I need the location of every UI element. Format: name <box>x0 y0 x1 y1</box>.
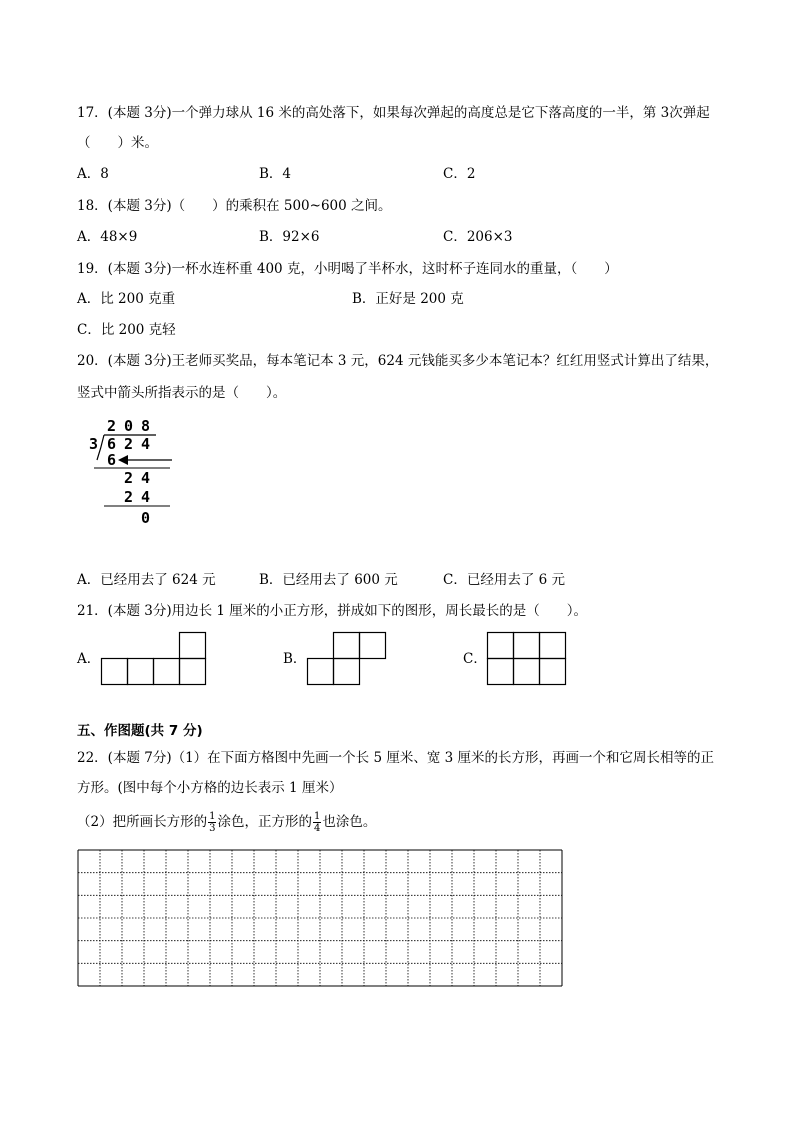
quotient-digit: 0 <box>124 417 134 435</box>
fraction-one-quarter <box>313 811 321 834</box>
dividend-digit: 2 <box>124 435 134 453</box>
q17-option-c: C．2 <box>443 166 476 182</box>
q21-option-b-label: B． <box>283 651 307 667</box>
q20-stem-line2: 竖式中箭头所指表示的是（ ）。 <box>77 385 287 401</box>
step2-digit: 2 <box>124 469 134 487</box>
step3-digit: 4 <box>141 488 151 506</box>
q17-option-b: B．4 <box>259 166 292 182</box>
q19-option-c: C．比 200 克轻 <box>77 322 176 338</box>
drawing-grid[interactable] <box>78 850 562 986</box>
fraction-numerator: 1 <box>313 811 321 822</box>
q22-stem-line2: 方形。(图中每个小方格的边长表示 1 厘米） <box>77 780 343 796</box>
fraction-denominator: 3 <box>209 823 216 834</box>
q20-stem-line1: 20．(本题 3分)王老师买奖品，每本笔记本 3 元，624 元钱能买多少本笔记本？红红用竖式计算出了结果， <box>77 353 719 369</box>
dividend-digit: 6 <box>107 435 117 453</box>
q18-option-a: A．48×9 <box>77 229 138 245</box>
q22-part2-prefix: （2）把所画长方形的 <box>77 814 208 830</box>
q21-option-c-label: C． <box>463 651 487 667</box>
q17-option-a: A．8 <box>77 166 109 182</box>
q20-option-a: A．已经用去了 624 元 <box>77 572 216 588</box>
q19-option-a: A．比 200 克重 <box>77 291 176 307</box>
arrow-icon <box>118 455 128 465</box>
q17-stem-line1: 17．(本题 3分)一个弹力球从 16 米的高处落下，如果每次弹起的高度总是它下落高度的一半，第 3次弹起 <box>77 105 710 121</box>
q21-shape-b <box>307 632 386 685</box>
quotient-digit: 8 <box>141 417 151 435</box>
q18-option-c: C．206×3 <box>443 229 513 245</box>
q19-stem: 19．(本题 3分)一杯水连杯重 400 克，小明喝了半杯水，这时杯子连同水的重量，（ ） <box>77 261 618 277</box>
q21-stem: 21．(本题 3分)用边长 1 厘米的小正方形，拼成如下的图形，周长最长的是（ ）。 <box>77 603 588 619</box>
remainder: 0 <box>141 509 151 527</box>
q21-shape-a <box>101 632 206 685</box>
q21-shape-c <box>487 632 566 685</box>
step2-digit: 4 <box>141 469 151 487</box>
section-five-title: 五、作图题(共 7 分) <box>77 723 203 739</box>
dividend-digit: 4 <box>141 435 151 453</box>
division-bracket-curve <box>97 435 104 460</box>
fraction-denominator: 4 <box>313 823 321 834</box>
q18-stem: 18．(本题 3分)（ ）的乘积在 500~600 之间。 <box>77 198 392 214</box>
step1-product: 6 <box>107 451 117 469</box>
q19-option-b: B．正好是 200 克 <box>352 291 464 307</box>
fraction-one-third <box>208 811 216 834</box>
q22-part2-mid: 涂色，正方形的 <box>217 814 312 830</box>
q21-option-a-label: A． <box>77 651 101 667</box>
q20-option-c: C．已经用去了 6 元 <box>443 572 566 588</box>
q17-stem-line2: （ ）米。 <box>77 135 158 151</box>
step3-digit: 2 <box>124 488 134 506</box>
fraction-numerator: 1 <box>209 811 216 822</box>
q22-part2-suffix: 也涂色。 <box>322 814 377 830</box>
q22-part2 <box>77 810 376 834</box>
long-division-figure <box>80 412 180 528</box>
divisor: 3 <box>89 435 99 453</box>
q22-stem-line1: 22．(本题 7分)（1）在下面方格图中先画一个长 5 厘米、宽 3 厘米的长方形，再画一个和它周长相等的正 <box>77 750 715 766</box>
q20-option-b: B．已经用去了 600 元 <box>259 572 398 588</box>
quotient-digit: 2 <box>107 417 117 435</box>
q18-option-b: B．92×6 <box>259 229 320 245</box>
